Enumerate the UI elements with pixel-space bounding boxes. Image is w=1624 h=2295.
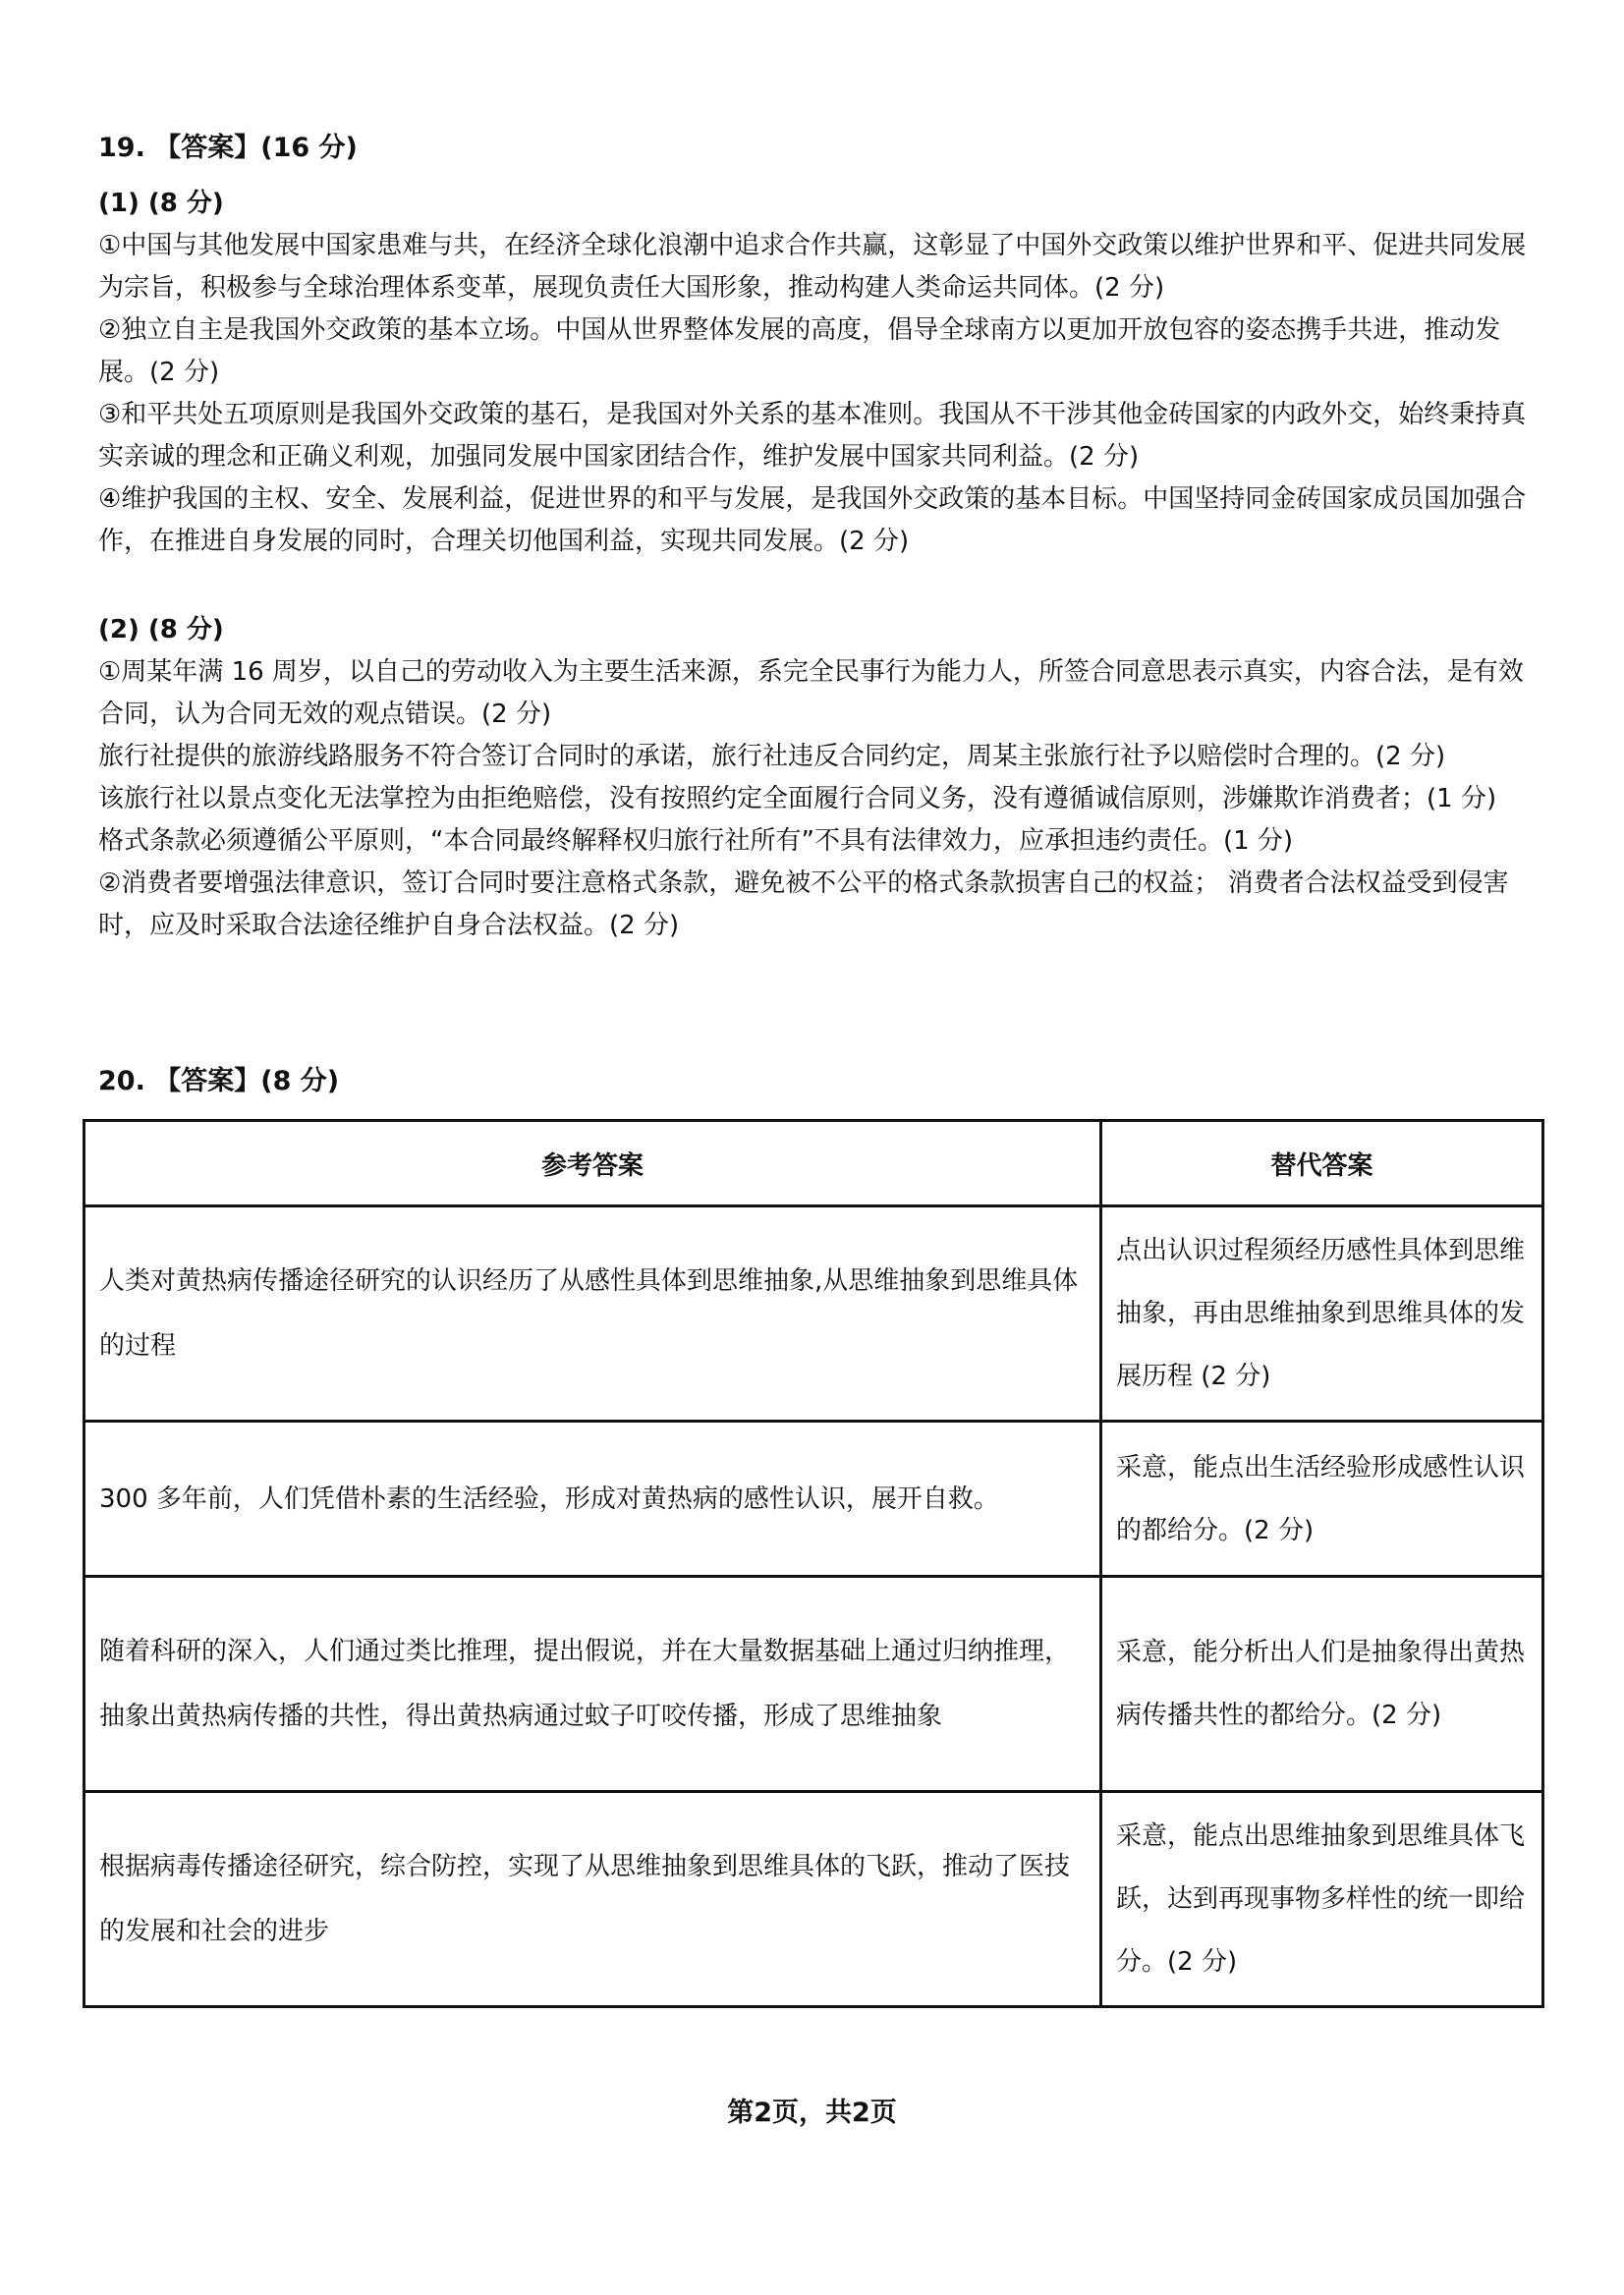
table-row <box>84 1577 1543 1792</box>
page-number: 第2页，共2页 <box>727 2098 897 2128</box>
alternative-answer-cell: 点出认识过程须经历感性具体到思维抽象，再由思维抽象到思维具体的发展历程 (2 分) <box>1101 1206 1543 1422</box>
q19-part1-heading: (1) (8 分) <box>98 189 224 218</box>
column-header-reference: 参考答案 <box>84 1121 1101 1206</box>
column-header-alternative: 替代答案 <box>1101 1121 1543 1206</box>
reference-answer-cell: 300 多年前，人们凭借朴素的生活经验，形成对黄热病的感性认识，展开自救。 <box>84 1422 1101 1577</box>
q19-part2-point-1: ①周某年满 16 周岁，以自己的劳动收入为主要生活来源，系完全民事行为能力人，所签合同意思表示真实，内容合法，是有效合同，认为合同无效的观点错误。(2 分) <box>98 657 1524 729</box>
alternative-answer-cell: 采意，能点出思维抽象到思维具体飞跃，达到再现事物多样性的统一即给分。(2 分) <box>1101 1792 1543 2007</box>
reference-answer-cell: 根据病毒传播途径研究，综合防控，实现了从思维抽象到思维具体的飞跃，推动了医技的发展和社会的进步 <box>84 1792 1101 2007</box>
q19-heading: 19. 【答案】(16 分) <box>98 133 358 163</box>
q19-part1-point-1: ①中国与其他发展中国家患难与共，在经济全球化浪潮中追求合作共赢，这彰显了中国外交政策以维护世界和平、促进共同发展为宗旨，积极参与全球治理体系变革，展现负责任大国形象，推动构建人类命运共同体。(2 分) <box>98 231 1527 303</box>
q20-heading: 20. 【答案】(8 分) <box>98 1066 340 1096</box>
table-row <box>84 1422 1543 1577</box>
q19-part2-point-3: 该旅行社以景点变化无法掌控为由拒绝赔偿，没有按照约定全面履行合同义务，没有遵循诚信原则，涉嫌欺诈消费者；(1 分) <box>98 784 1497 813</box>
q19-part1-point-2: ②独立自主是我国外交政策的基本立场。中国从世界整体发展的高度，倡导全球南方以更加开放包容的姿态携手共进，推动发展。(2 分) <box>98 315 1501 387</box>
table-row <box>84 1792 1543 2007</box>
q19-part2-point-5: ②消费者要增强法律意识，签订合同时要注意格式条款，避免被不公平的格式条款损害自己的权益； 消费者合法权益受到侵害时，应及时采取合法途径维护自身合法权益。(2 分) <box>98 868 1509 940</box>
q19-part2-point-2: 旅行社提供的旅游线路服务不符合签订合同时的承诺，旅行社违反合同约定，周某主张旅行社予以赔偿时合理的。(2 分) <box>98 742 1446 771</box>
q20-answer-table <box>83 1119 1544 2008</box>
q19-part2-point-4: 格式条款必须遵循公平原则，“本合同最终解释权归旅行社所有”不具有法律效力，应承担违约责任。(1 分) <box>98 826 1294 856</box>
table-row <box>84 1206 1543 1422</box>
reference-answer-cell: 随着科研的深入，人们通过类比推理，提出假说，并在大量数据基础上通过归纳推理，抽象出黄热病传播的共性，得出黄热病通过蚊子叮咬传播，形成了思维抽象 <box>84 1577 1101 1792</box>
alternative-answer-cell: 采意，能点出生活经验形成感性认识的都给分。(2 分) <box>1101 1422 1543 1577</box>
q19-part2 <box>98 609 1533 947</box>
q19-part1 <box>98 183 1533 563</box>
q19-part2-heading: (2) (8 分) <box>98 615 224 644</box>
q19-part1-point-3: ③和平共处五项原则是我国外交政策的基石，是我国对外关系的基本准则。我国从不干涉其他金砖国家的内政外交，始终秉持真实亲诚的理念和正确义利观，加强同发展中国家团结合作，维护发展中国家共同利益。(2 分) <box>98 400 1527 472</box>
q19-part1-point-4: ④维护我国的主权、安全、发展利益，促进世界的和平与发展，是我国外交政策的基本目标。中国坚持同金砖国家成员国加强合作，在推进自身发展的同时，合理关切他国利益，实现共同发展。(2 分) <box>98 484 1527 556</box>
alternative-answer-cell: 采意，能分析出人们是抽象得出黄热病传播共性的都给分。(2 分) <box>1101 1577 1543 1792</box>
table-header-row <box>84 1121 1543 1206</box>
reference-answer-cell: 人类对黄热病传播途径研究的认识经历了从感性具体到思维抽象,从思维抽象到思维具体的过程 <box>84 1206 1101 1422</box>
